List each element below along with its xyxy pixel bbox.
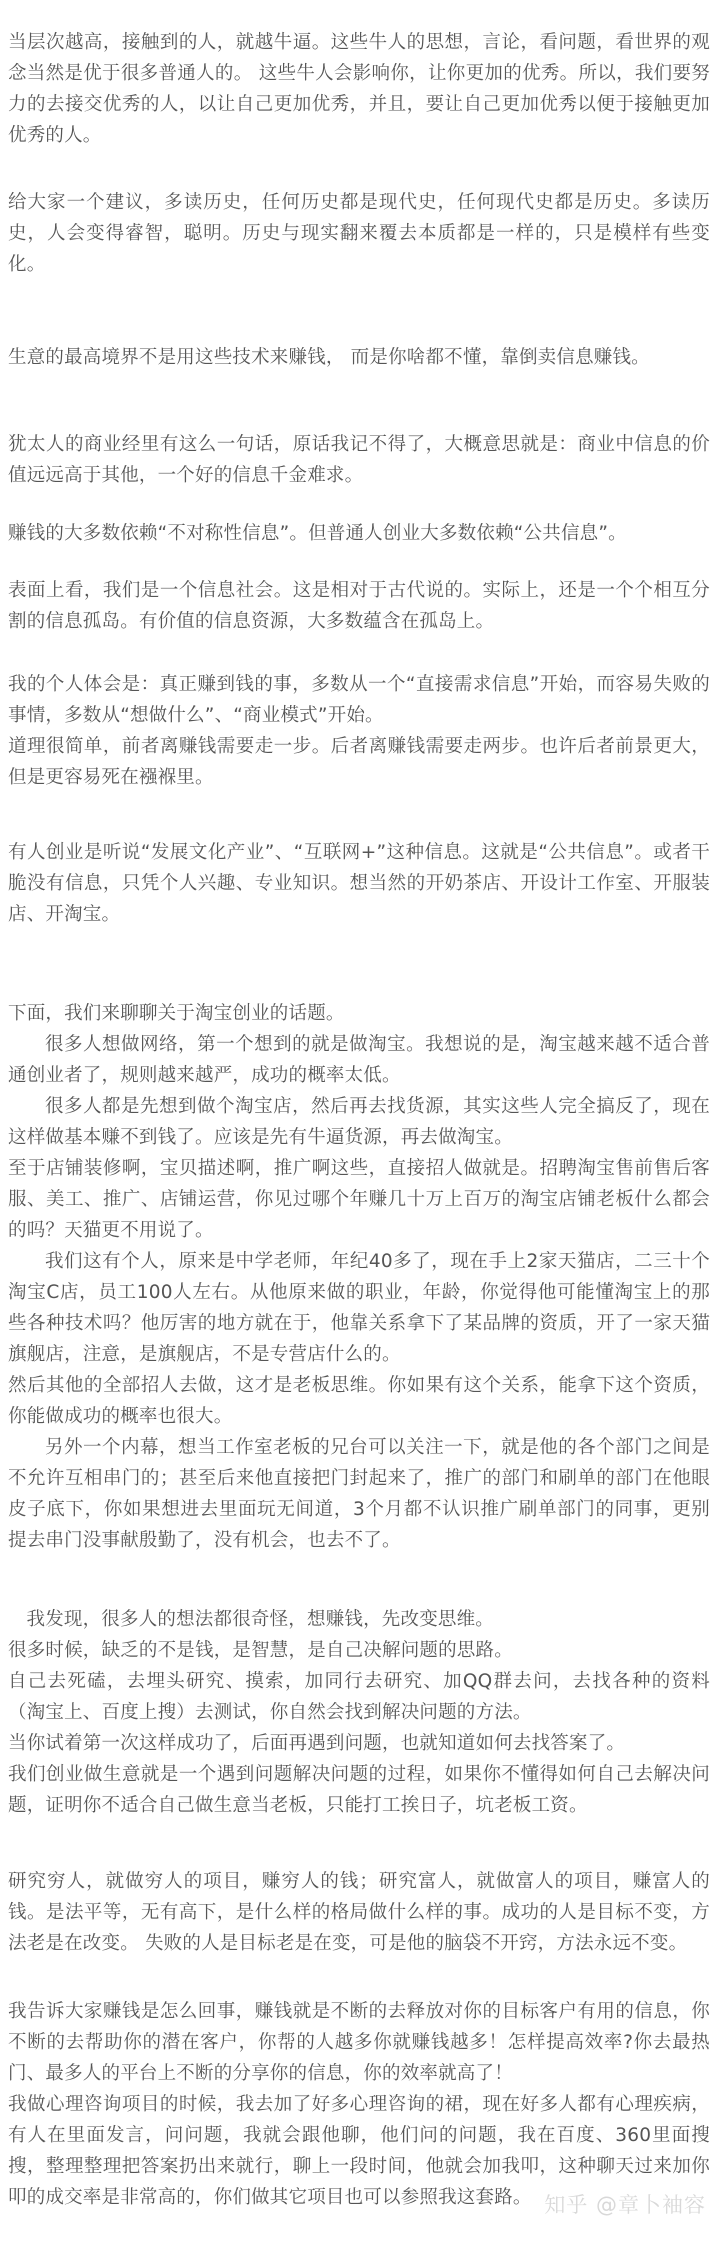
paragraph: 很多人想做网络，第一个想到的就是做淘宝。我想说的是，淘宝越来越不适合普通创业者了，规则越来越严，成功的概率太低。 <box>8 1034 710 1086</box>
paragraph: 表面上看，我们是一个信息社会。这是相对于古代说的。实际上，还是一个个相互分割的信息孤岛。有价值的信息资源，大多数蕴含在孤岛上。 <box>8 580 710 632</box>
paragraph-block <box>8 837 710 930</box>
paragraph: 我们这有个人，原来是中学老师，年纪40多了，现在手上2家天猫店，二三十个淘宝C店，员工100人左右。从他原来做的职业，年龄，你觉得他可能懂淘宝上的那些各种技术吗？他厉害的地方就在于，他靠关系拿下了某品牌的资质，开了一家天猫旗舰店，注意，是旗舰店，不是专营店什么的。 <box>8 1251 710 1365</box>
paragraph: 自己去死磕，去埋头研究、摸索，加同行去研究、加QQ群去问，去找各种的资料（淘宝上、百度上搜）去测试，你自然会找到解决问题的方法。 <box>8 1671 710 1723</box>
paragraph-block <box>8 518 710 549</box>
paragraph: 研究穷人，就做穷人的项目，赚穷人的钱；研究富人，就做富人的项目，赚富人的钱。是法平等，无有高下，是什么样的格局做什么样的事。成功的人是目标不变，方法老是在改变。 失败的人是目标老是在变，可是他的脑袋不开窍，方法永远不变。 <box>8 1871 710 1954</box>
paragraph: 然后其他的全部招人去做，这才是老板思维。你如果有这个关系，能拿下这个资质，你能做成功的概率也很大。 <box>8 1375 710 1427</box>
paragraph-block <box>8 429 710 491</box>
paragraph-block <box>8 342 710 373</box>
paragraph-block <box>8 1866 710 1959</box>
paragraph: 我们创业做生意就是一个遇到问题解决问题的过程，如果你不懂得如何自己去解决问题，证明你不适合自己做生意当老板，只能打工挨日子，坑老板工资。 <box>8 1764 710 1816</box>
zhihu-watermark: 知乎 @章卜袖容 <box>544 2193 706 2217</box>
paragraph: 犹太人的商业经里有这么一句话，原话我记不得了，大概意思就是：商业中信息的价值远远高于其他，一个好的信息千金难求。 <box>8 434 710 486</box>
paragraph: 至于店铺装修啊，宝贝描述啊，推广啊这些，直接招人做就是。招聘淘宝售前售后客服、美工、推广、店铺运营，你见过哪个年赚几十万上百万的淘宝店铺老板什么都会的吗？天猫更不用说了。 <box>8 1158 710 1241</box>
paragraph: 很多时候，缺乏的不是钱，是智慧，是自己决解问题的思路。 <box>8 1640 513 1661</box>
paragraph-block-taobao-topic <box>8 998 710 1556</box>
paragraph: 下面，我们来聊聊关于淘宝创业的话题。 <box>8 1003 345 1024</box>
paragraph-block-make-money <box>8 1996 710 2213</box>
paragraph: 另外一个内幕，想当工作室老板的兄台可以关注一下，就是他的各个部门之间是不允许互相串门的；甚至后来他直接把门封起来了，推广的部门和刷单的部门在他眼皮子底下，你如果想进去里面玩无间道，3个月都不认识推广刷单部门的同事，更别提去串门没事献殷勤了，没有机会，也去不了。 <box>8 1437 710 1551</box>
paragraph-block <box>8 27 710 151</box>
paragraph: 道理很简单，前者离赚钱需要走一步。后者离赚钱需要走两步。也许后者前景更大，但是更容易死在襁褓里。 <box>8 736 710 788</box>
paragraph: 很多人都是先想到做个淘宝店，然后再去找货源，其实这些人完全搞反了，现在这样做基本赚不到钱了。应该是先有牛逼货源，再去做淘宝。 <box>8 1096 710 1148</box>
paragraph-block <box>8 575 710 637</box>
paragraph: 赚钱的大多数依赖“不对称性信息”。但普通人创业大多数依赖“公共信息”。 <box>8 523 627 544</box>
paragraph: 给大家一个建议，多读历史，任何历史都是现代史，任何现代史都是历史。多读历史，人会变得睿智，聪明。历史与现实翻来覆去本质都是一样的，只是模样有些变化。 <box>8 192 710 275</box>
paragraph-block <box>8 187 710 280</box>
paragraph: 有人创业是听说“发展文化产业”、“互联网+”这种信息。这就是“公共信息”。或者干脆没有信息，只凭个人兴趣、专业知识。想当然的开奶茶店、开设计工作室、开服装店、开淘宝。 <box>8 842 710 925</box>
paragraph: 生意的最高境界不是用这些技术来赚钱， 而是你啥都不懂，靠倒卖信息赚钱。 <box>8 347 650 368</box>
paragraph: 我做心理咨询项目的时候，我去加了好多心理咨询的裙，现在好多人都有心理疾病，有人在里面发言，问问题，我就会跟他聊，他们问的问题，我在百度、360里面搜搜，整理整理把答案扔出来就行，聊上一段时间，他就会加我叩，这种聊天过来加你叩的成交率是非常高的，你们做其它项目也可以参照我这套路。 <box>8 2094 710 2208</box>
paragraph: 我的个人体会是：真正赚到钱的事，多数从一个“直接需求信息”开始，而容易失败的事情，多数从“想做什么”、“商业模式”开始。 <box>8 674 710 726</box>
paragraph-block <box>8 669 710 793</box>
paragraph: 当你试着第一次这样成功了，后面再遇到问题，也就知道如何去找答案了。 <box>8 1733 626 1754</box>
paragraph: 我告诉大家赚钱是怎么回事，赚钱就是不断的去释放对你的目标客户有用的信息，你不断的去帮助你的潜在客户，你帮的人越多你就赚钱越多！怎样提高效率?你去最热门、最多人的平台上不断的分享你的信息，你的效率就高了！ <box>8 2001 710 2084</box>
paragraph-block-mindset <box>8 1604 710 1821</box>
paragraph: 当层次越高，接触到的人，就越牛逼。这些牛人的思想，言论，看问题，看世界的观念当然是优于很多普通人的。 这些牛人会影响你，让你更加的优秀。所以，我们要努力的去接交优秀的人，以让自己更加优秀，并且，要让自己更加优秀以便于接触更加优秀的人。 <box>8 32 710 146</box>
paragraph: 我发现，很多人的想法都很奇怪，想赚钱，先改变思维。 <box>26 1609 495 1630</box>
